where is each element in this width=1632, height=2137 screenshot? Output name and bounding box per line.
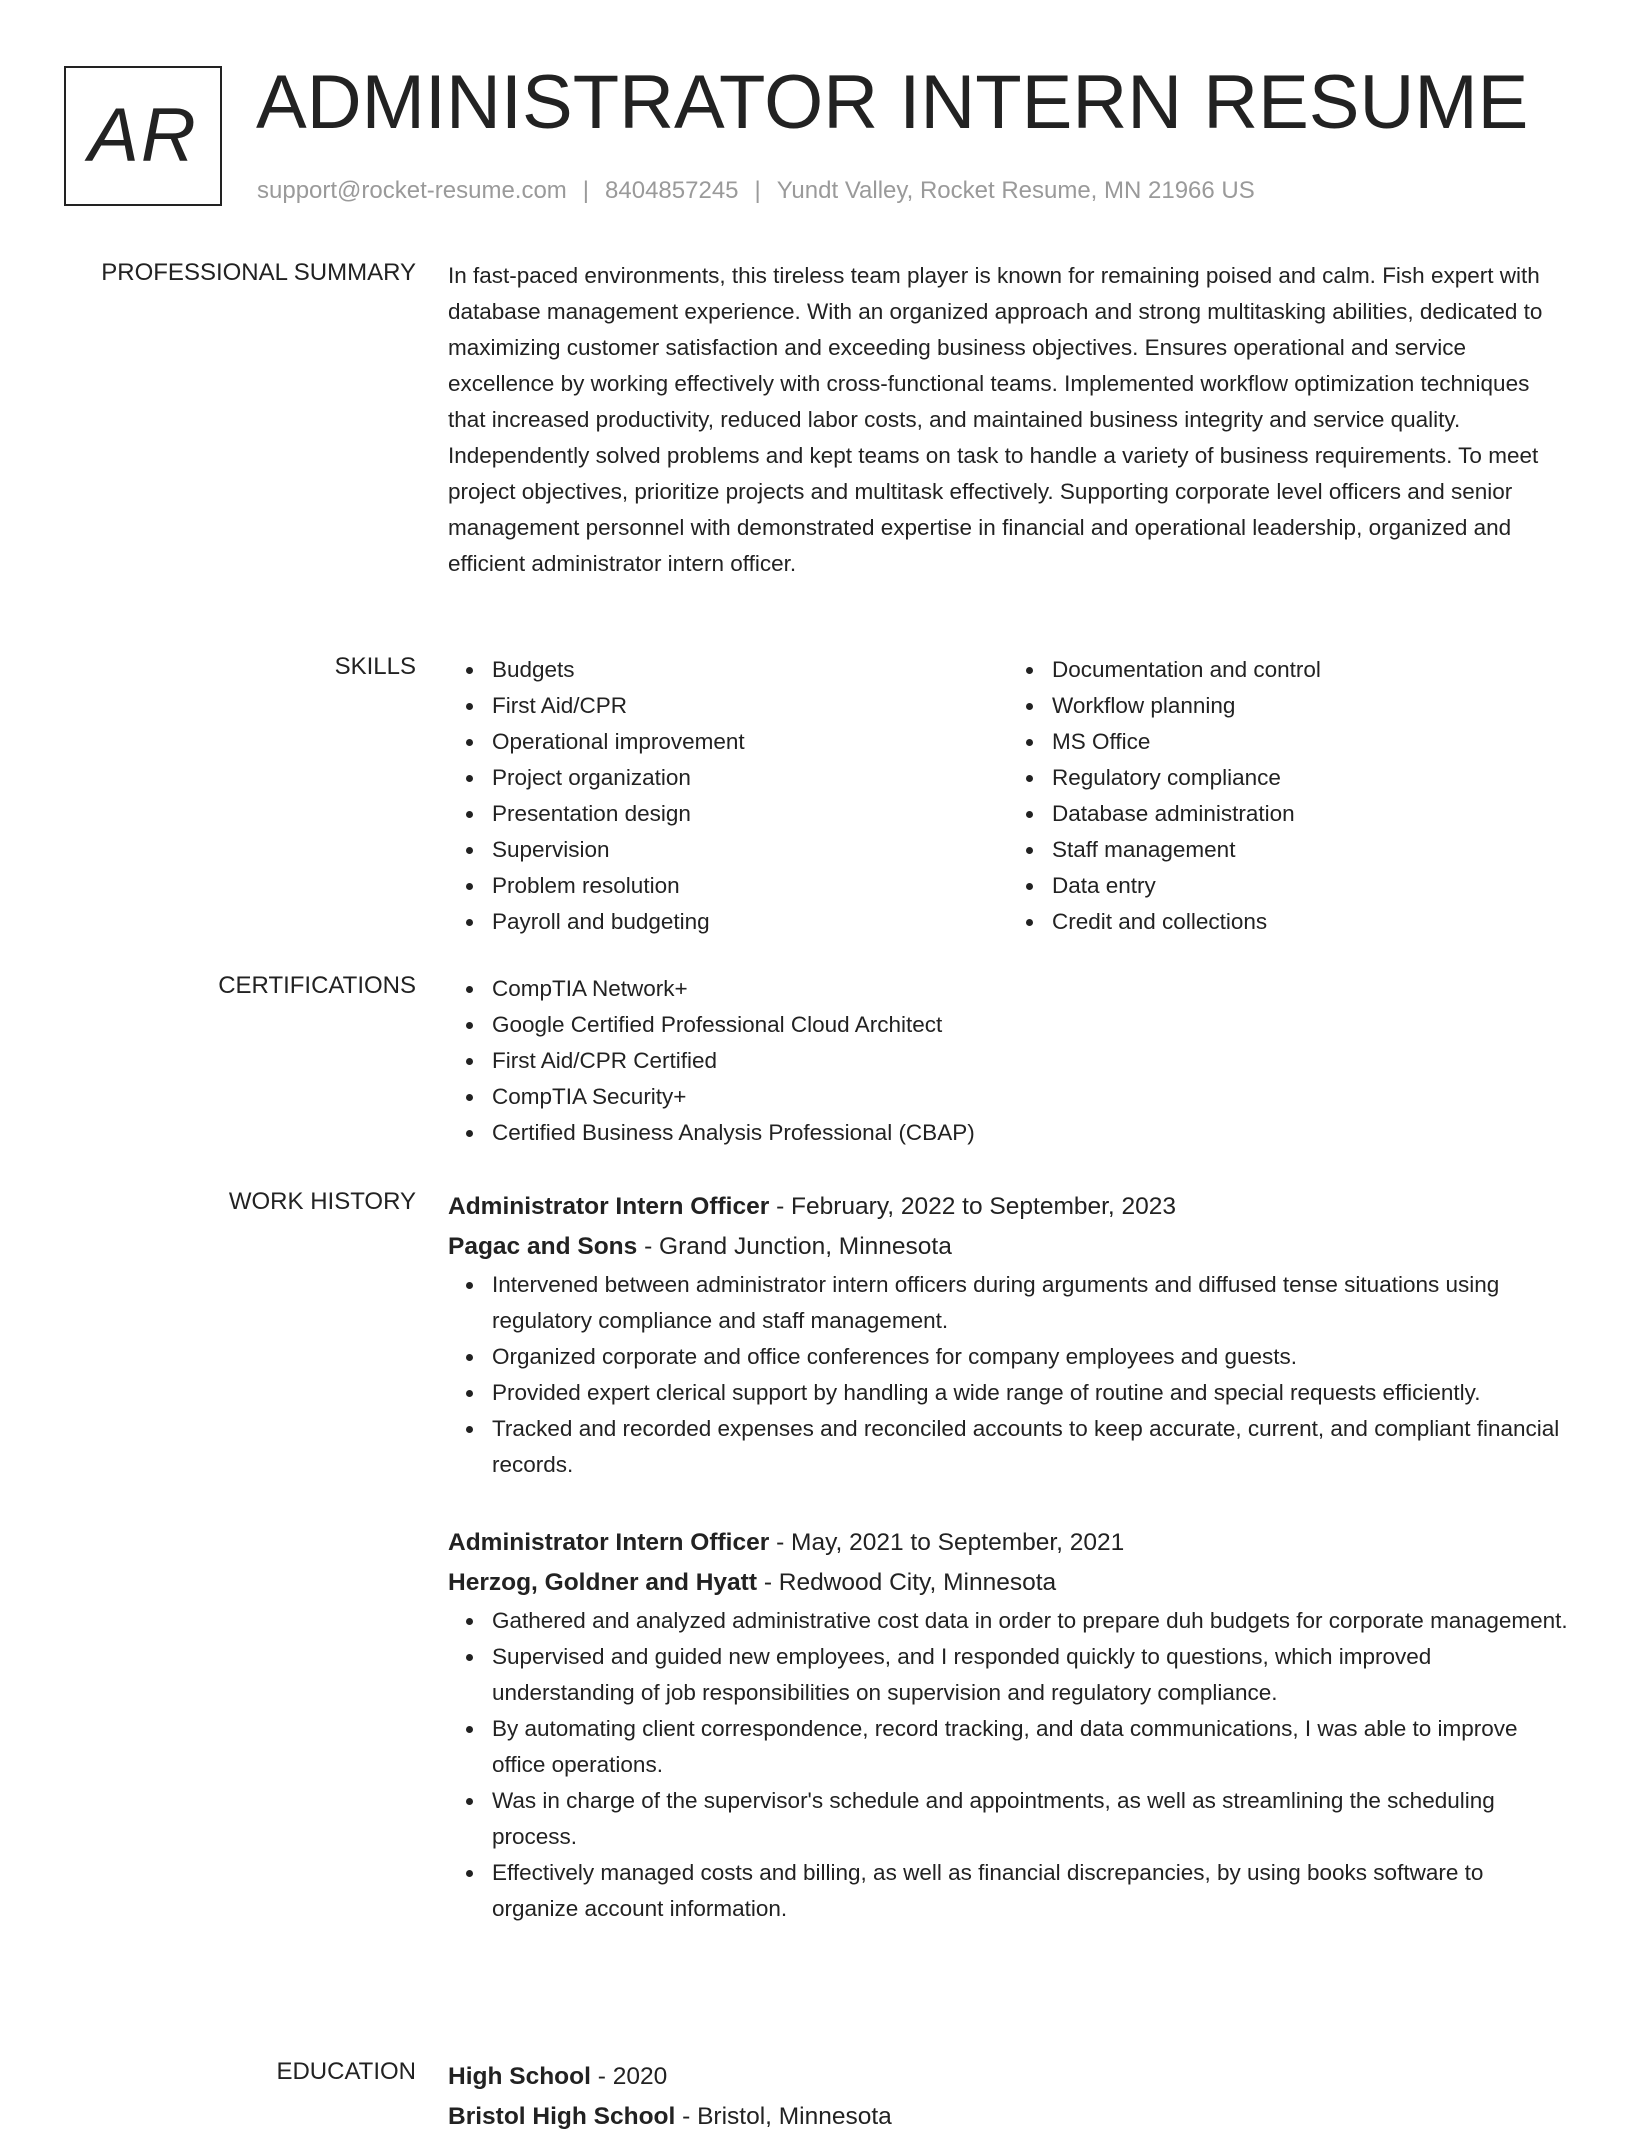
work-label: WORK HISTORY — [228, 1188, 416, 1215]
job-duty-item: Effectively managed costs and billing, as well as financial discrepancies, by using books software to organize account information. — [492, 1855, 1568, 1927]
job-duties-list — [448, 1603, 1568, 1927]
skills-list-left — [448, 652, 1008, 940]
job-location: - Grand Junction, Minnesota — [637, 1233, 952, 1260]
monogram-box — [64, 66, 222, 206]
job-location: - Redwood City, Minnesota — [757, 1569, 1057, 1596]
contact-email: support@rocket-resume.com — [257, 177, 567, 204]
job-company-line — [448, 1563, 1568, 1603]
job-title: Administrator Intern Officer — [448, 1529, 770, 1556]
job-duties-list — [448, 1267, 1568, 1483]
job-company: Herzog, Goldner and Hyatt — [448, 1569, 758, 1596]
skill-item: Staff management — [1052, 832, 1568, 868]
job-duty-item: Gathered and analyzed administrative cost data in order to prepare duh budgets for corporate management. — [492, 1603, 1568, 1639]
contact-address: Yundt Valley, Rocket Resume, MN 21966 US — [776, 177, 1255, 204]
skill-item: Credit and collections — [1052, 904, 1568, 940]
job-duty-item: Intervened between administrator intern officers during arguments and diffused tense situations using regulatory compliance and staff management. — [492, 1267, 1568, 1339]
job-company-line — [448, 1227, 1568, 1267]
education-degree-line — [448, 2057, 1568, 2097]
skill-item: Project organization — [492, 760, 1008, 796]
education-body — [448, 2057, 1568, 2137]
certification-item: CompTIA Security+ — [492, 1079, 1568, 1115]
skill-item: Budgets — [492, 652, 1008, 688]
certifications-label: CERTIFICATIONS — [218, 972, 416, 999]
skill-item: Operational improvement — [492, 724, 1008, 760]
certifications-body — [448, 971, 1568, 1151]
job-entry — [448, 1187, 1568, 1483]
skill-item: Payroll and budgeting — [492, 904, 1008, 940]
skill-item: Database administration — [1052, 796, 1568, 832]
job-company: Pagac and Sons — [448, 1233, 638, 1260]
job-entry — [448, 1523, 1568, 1927]
education-school-line — [448, 2097, 1568, 2137]
job-dates: - May, 2021 to September, 2021 — [769, 1529, 1125, 1556]
skill-item: MS Office — [1052, 724, 1568, 760]
certification-item: Google Certified Professional Cloud Architect — [492, 1007, 1568, 1043]
job-dates: - February, 2022 to September, 2023 — [769, 1193, 1177, 1220]
contact-separator: | — [582, 177, 590, 204]
contact-phone: 8404857245 — [605, 177, 739, 204]
education-year: - 2020 — [590, 2063, 668, 2090]
skill-item: Documentation and control — [1052, 652, 1568, 688]
education-label: EDUCATION — [276, 2058, 416, 2085]
job-duty-item: Tracked and recorded expenses and reconciled accounts to keep accurate, current, and compliant financial records. — [492, 1411, 1568, 1483]
work-body — [448, 1187, 1568, 1927]
job-title: Administrator Intern Officer — [448, 1193, 770, 1220]
job-duty-item: Supervised and guided new employees, and I responded quickly to questions, which improved understanding of job responsibilities on supervision and regulatory compliance. — [492, 1639, 1568, 1711]
skills-list-right — [1008, 652, 1568, 940]
skill-item: Workflow planning — [1052, 688, 1568, 724]
job-title-line — [448, 1523, 1568, 1563]
skill-item: Presentation design — [492, 796, 1008, 832]
job-duty-item: Organized corporate and office conferences for company employees and guests. — [492, 1339, 1568, 1375]
skill-item: Supervision — [492, 832, 1008, 868]
job-title-line — [448, 1187, 1568, 1227]
contact-line — [257, 176, 1255, 206]
skills-label: SKILLS — [334, 653, 416, 680]
job-duty-item: By automating client correspondence, record tracking, and data communications, I was able to improve office operations. — [492, 1711, 1568, 1783]
job-duty-item: Was in charge of the supervisor's schedule and appointments, as well as streamlining the scheduling process. — [492, 1783, 1568, 1855]
education-school: Bristol High School — [448, 2103, 676, 2130]
summary-body — [448, 258, 1568, 582]
certification-item: CompTIA Network+ — [492, 971, 1568, 1007]
skills-body — [448, 652, 1568, 940]
certification-item: First Aid/CPR Certified — [492, 1043, 1568, 1079]
certifications-list — [448, 971, 1568, 1151]
skill-item: First Aid/CPR — [492, 688, 1008, 724]
certification-item: Certified Business Analysis Professional (CBAP) — [492, 1115, 1568, 1151]
summary-text: In fast-paced environments, this tireless team player is known for remaining poised and calm. Fish expert with database management experience. With an organized approach and strong multitasking abilities, dedicated to maximizing customer satisfaction and exceeding business objectives. Ensures operational and service excellence by working effectively with cross-functional teams. Implemented workflow optimization techniques that increased productivity, reduced labor costs, and maintained business integrity and service quality. Independently solved problems and kept teams on task to handle a variety of business requirements. To meet project objectives, prioritize projects and multitask effectively. Supporting corporate level officers and senior management personnel with demonstrated expertise in financial and operational leadership, organized and efficient administrator intern officer. — [448, 263, 1543, 576]
education-location: - Bristol, Minnesota — [675, 2103, 892, 2130]
skill-item: Data entry — [1052, 868, 1568, 904]
summary-label: PROFESSIONAL SUMMARY — [101, 259, 416, 286]
monogram-initials: AR — [88, 93, 198, 178]
education-degree: High School — [448, 2063, 591, 2090]
skill-item: Regulatory compliance — [1052, 760, 1568, 796]
contact-separator: | — [754, 177, 761, 204]
job-duty-item: Provided expert clerical support by handling a wide range of routine and special requests efficiently. — [492, 1375, 1568, 1411]
skill-item: Problem resolution — [492, 868, 1008, 904]
resume-title: ADMINISTRATOR INTERN RESUME — [256, 60, 1529, 145]
